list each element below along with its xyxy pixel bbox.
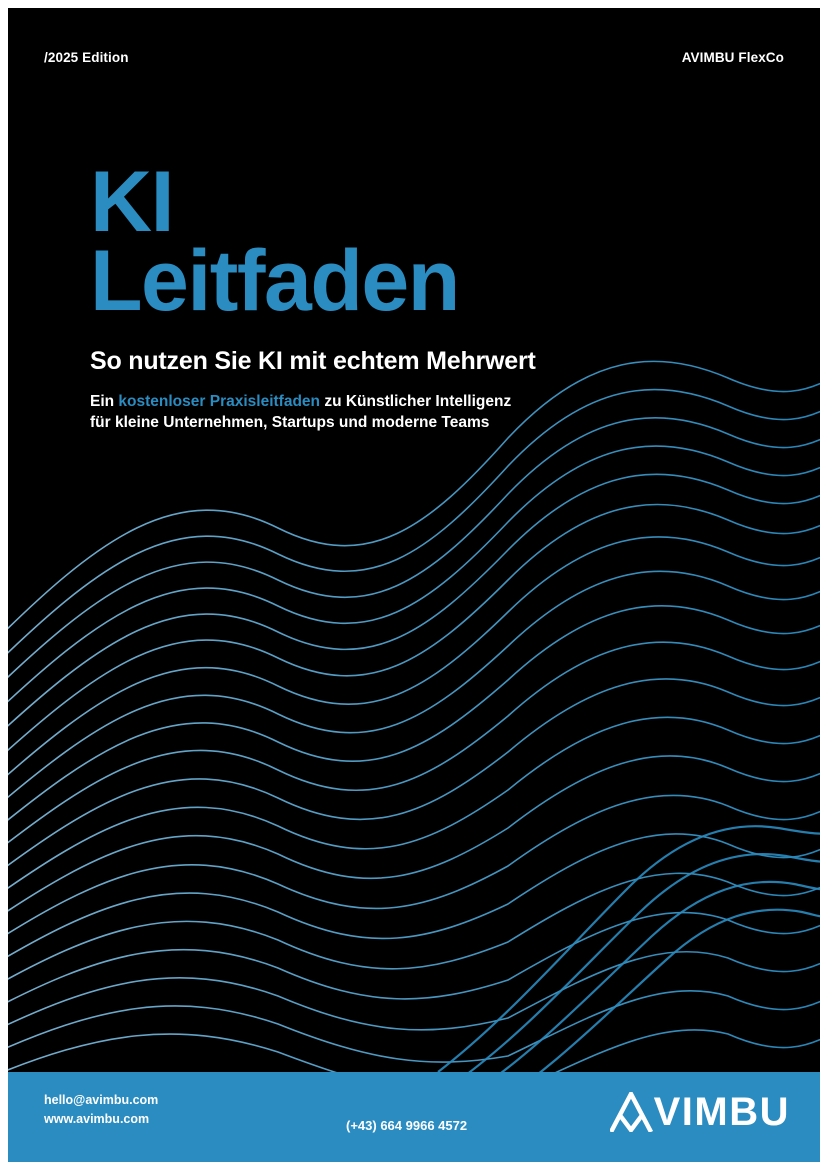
description-line-2: für kleine Unternehmen, Startups und moderne Teams xyxy=(90,414,490,432)
description-part-1: Ein xyxy=(90,393,119,411)
footer-phone[interactable]: (+43) 664 9966 4572 xyxy=(346,1118,468,1133)
avimbu-logo xyxy=(610,1092,790,1132)
cover-header xyxy=(8,50,820,65)
title-line-2: Leitfaden xyxy=(90,233,459,330)
edition-label: /2025 Edition xyxy=(44,50,129,65)
description-highlight: kostenloser Praxisleitfaden xyxy=(118,393,321,411)
avimbu-a-mark-icon xyxy=(610,1092,654,1132)
footer-contact xyxy=(44,1091,158,1129)
description-part-2: zu Künstlicher Intelligenz xyxy=(320,393,512,411)
title-block xyxy=(90,154,536,434)
footer-email[interactable]: hello@avimbu.com xyxy=(44,1093,159,1107)
description-line-1 xyxy=(90,392,536,413)
title-line-1: KI xyxy=(90,154,173,250)
cover-footer xyxy=(8,1072,820,1162)
footer-website[interactable]: www.avimbu.com xyxy=(44,1111,150,1126)
company-label: AVIMBU FlexCo xyxy=(681,50,784,65)
cover-canvas xyxy=(8,8,820,1162)
description xyxy=(90,392,536,434)
subtitle: So nutzen Sie KI mit echtem Mehrwert xyxy=(90,347,536,376)
avimbu-logo-text: VIMBU xyxy=(653,1090,790,1134)
